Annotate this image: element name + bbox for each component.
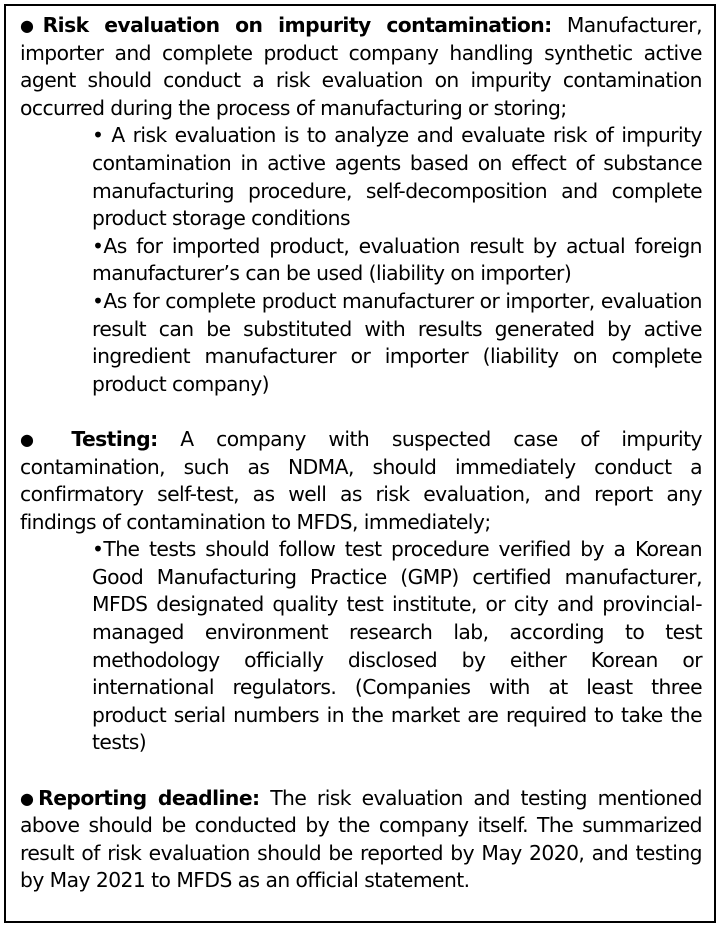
bullet-icon: ● (20, 788, 39, 808)
spacer (20, 757, 702, 785)
reporting-deadline-paragraph (20, 785, 702, 895)
reporting-deadline-body: The risk evaluation and testing mentioned above should be conducted by the company itself. The summarized result of risk evaluation should be reported by May 2020, and testing by May 2021 to MFDS as an official statement. (20, 785, 702, 893)
testing-heading: Testing: (71, 426, 158, 451)
testing-paragraph (20, 426, 702, 536)
bullet-icon: ● (20, 429, 72, 449)
risk-evaluation-sub-item: •As for complete product manufacturer or importer, evaluation result can be substituted with results generated by active ingredient manufacturer or importer (liability on complete product company) (92, 288, 702, 396)
risk-evaluation-paragraph (20, 12, 702, 122)
spacer (20, 398, 702, 426)
regulation-summary-box (4, 4, 716, 923)
risk-evaluation-heading: Risk evaluation on impurity contamination: (42, 13, 552, 37)
bullet-icon: ● (20, 16, 43, 35)
risk-evaluation-sub-item: • A risk evaluation is to analyze and evaluate risk of impurity contamination in active agents based on effect of substance manufacturing procedure, self-decomposition and complete product storage conditions (92, 123, 702, 231)
testing-body: A company with suspected case of impurity contamination, such as NDMA, should immediately conduct a confirmatory self-test, as well as risk evaluation, and report any findings of contamination to MFDS, immediately; (20, 426, 702, 534)
risk-evaluation-sub-item: •As for imported product, evaluation result by actual foreign manufacturer’s can be used (liability on importer) (92, 233, 702, 286)
testing-sub-item: •The tests should follow test procedure verified by a Korean Good Manufacturing Practice (GMP) certified manufacturer, MFDS designated quality test institute, or city and provincial-managed environment research lab, according to test methodology officially disclosed by either Korean or international regulators. (Companies with at least three product serial numbers in the market are required to take the tests) (92, 537, 702, 755)
reporting-deadline-heading: Reporting deadline: (38, 785, 260, 810)
risk-evaluation-body: Manufacturer, importer and complete product company handling synthetic active agent should conduct a risk evaluation on impurity contamination occurred during the process of manufacturing or storing; (20, 13, 702, 120)
